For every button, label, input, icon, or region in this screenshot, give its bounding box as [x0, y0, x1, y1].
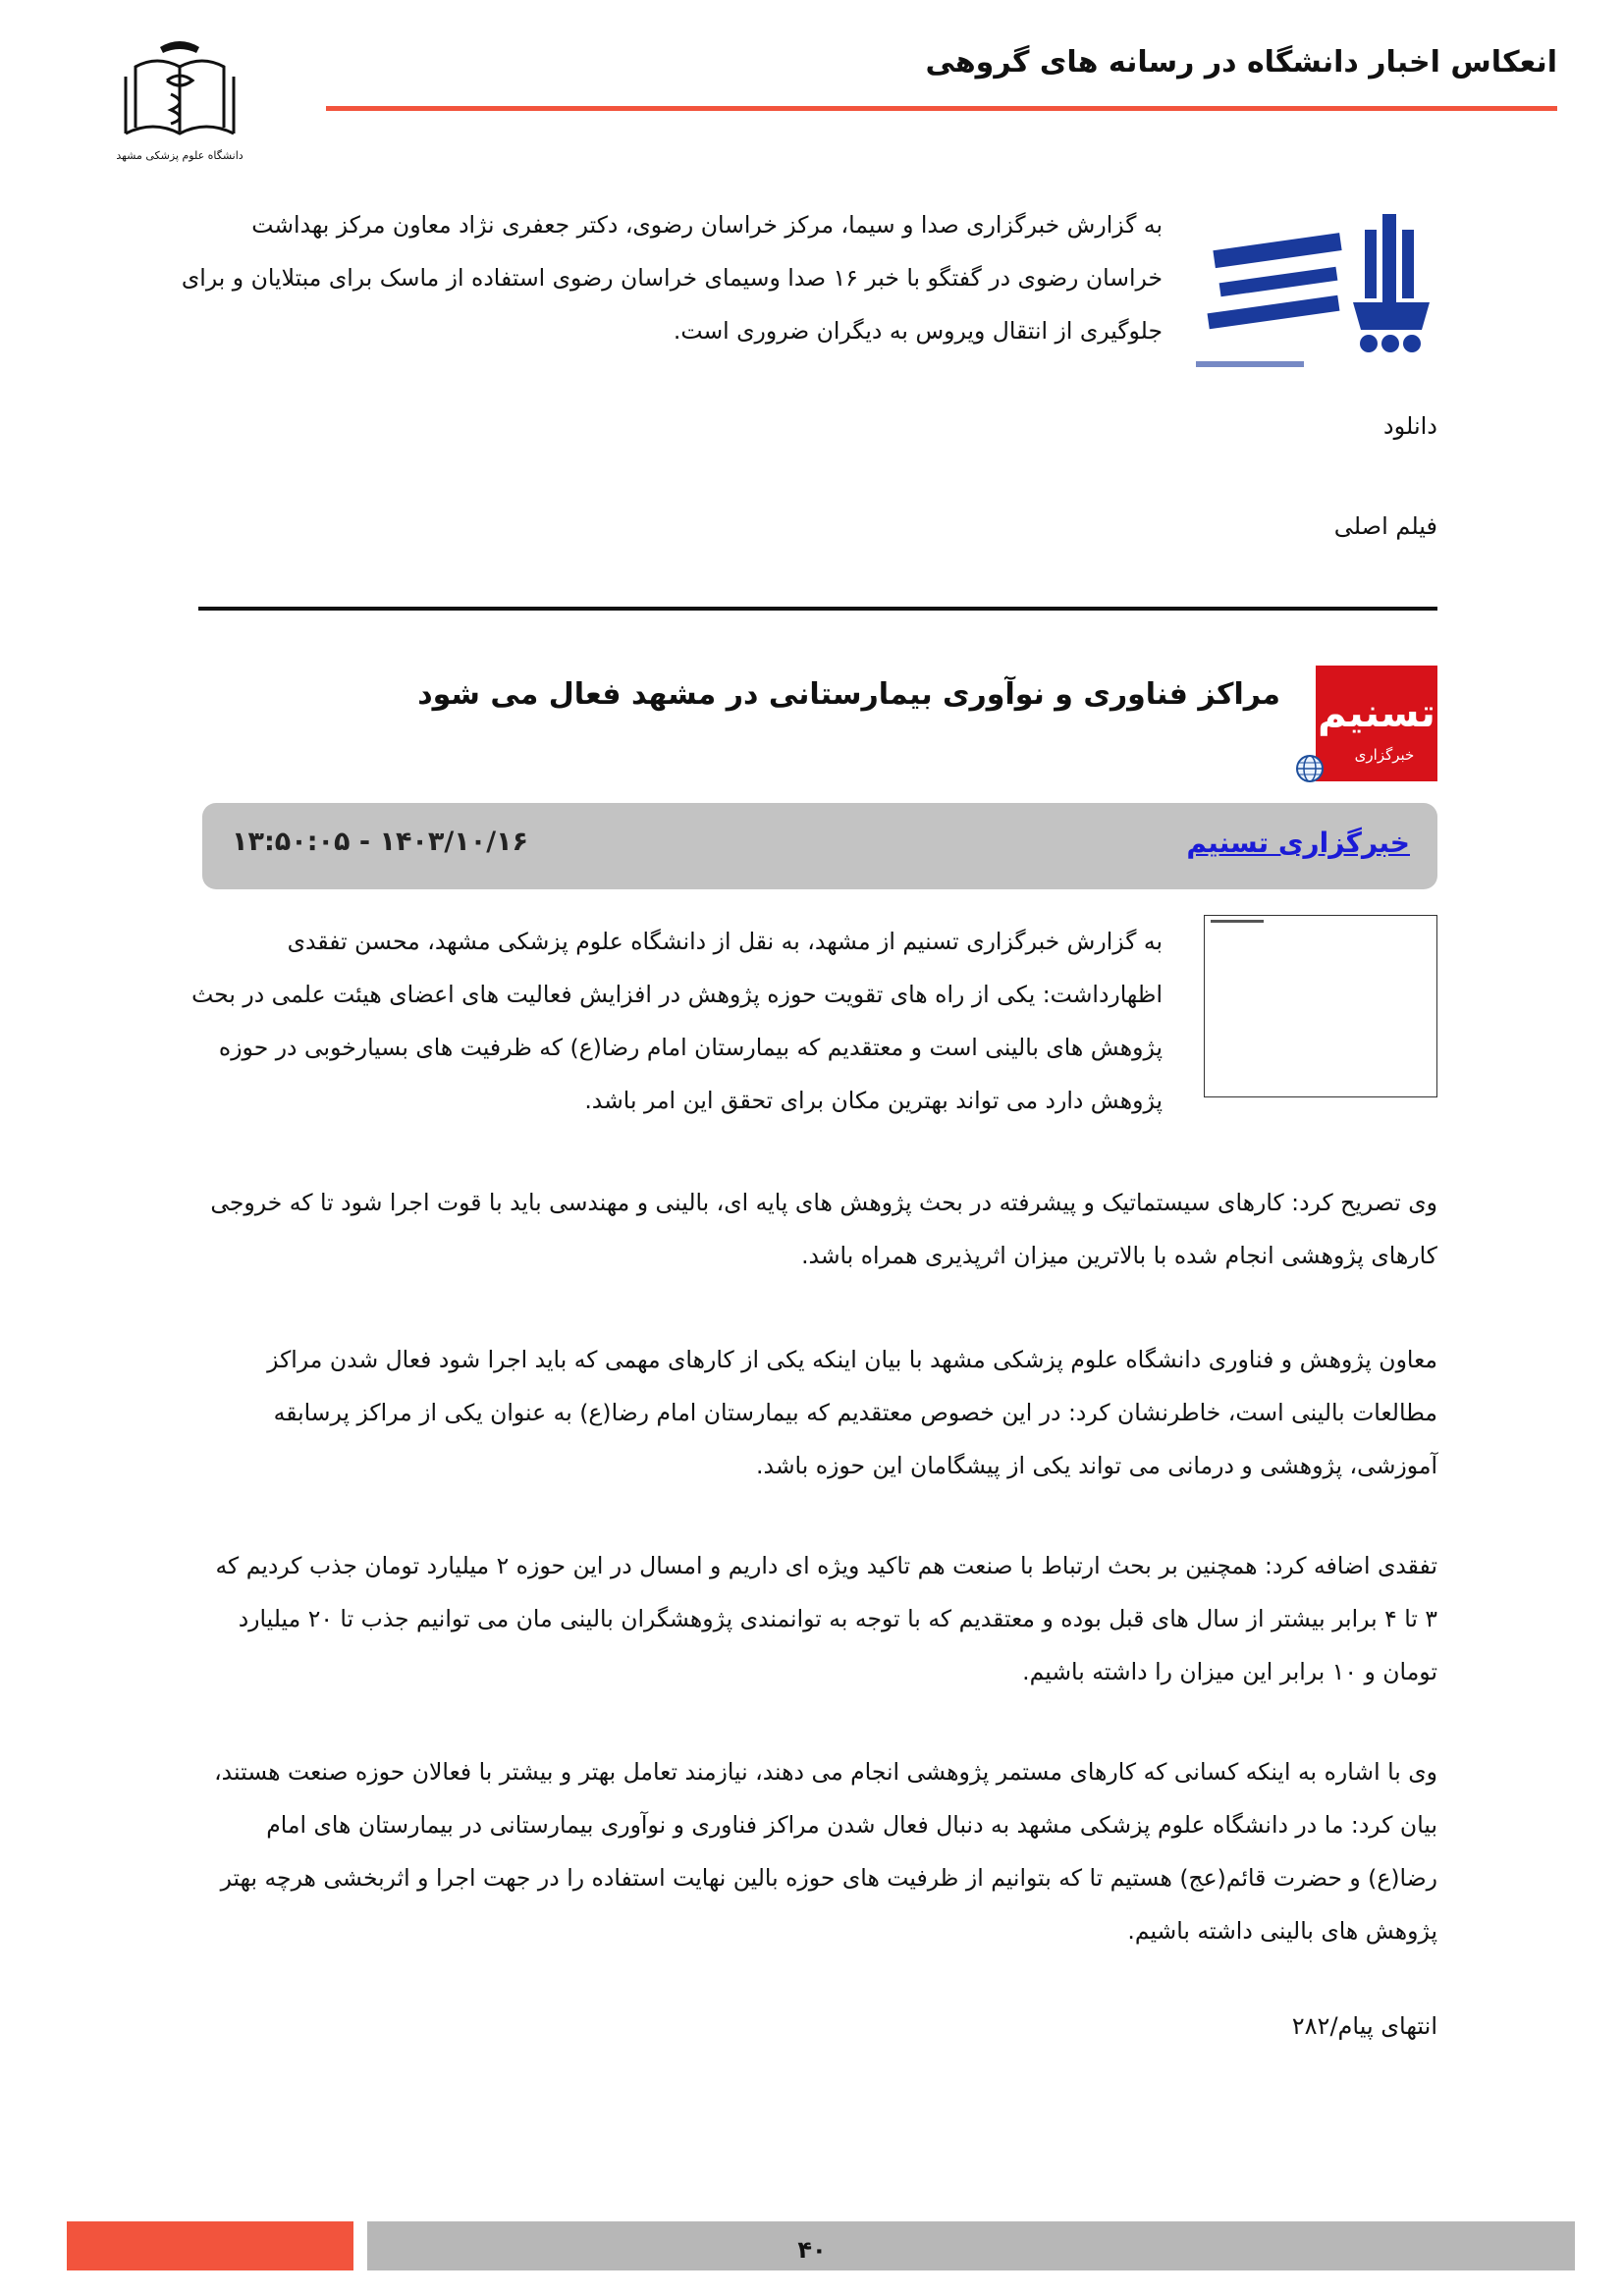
lead-paragraph: به گزارش خبرگزاری تسنیم از مشهد، به نقل از دانشگاه علوم پزشکی مشهد، محسن تفقدی اظهارداشت: یکی از راه های تقویت حوزه پژوهش در افزایش فعالیت های اعضای هیئت علمی در بحث پژوهش های بالینی است و معتقدیم که بیمارستان امام رضا(ع) که ظرفیت های بسیارخوبی در حوزه پژوهش دارد می تواند بهترین مکان برای تحقق این امر باشد. — [191, 928, 1163, 1114]
university-logo — [106, 37, 253, 165]
body-paragraph: وی تصریح کرد: کارهای سیستماتیک و پیشرفته در بحث پژوهش های پایه ای، بالینی و مهندسی باید با قوت اجرا شود تا که خروجی کارهای پژوهشی انجام شده با بالاترین میزان اثرپذیری همراه باشد. — [210, 1189, 1437, 1269]
body-paragraph: معاون پژوهش و فناوری دانشگاه علوم پزشکی مشهد با بیان اینکه یکی از کارهای مهمی که باید اجرا شود فعال شدن مراکز مطالعات بالینی است، خاطرنشان کرد: در این خصوص معتقدیم که بیمارستان امام رضا(ع) به عنوان یکی از مراکز پرسابقه آموزشی، پژوهشی و درمانی می تواند یکی از پیشگامان این حوزه باشد. — [267, 1346, 1437, 1479]
body-paragraph: وی با اشاره به اینکه کسانی که کارهای مستمر پژوهشی انجام می دهند، نیازمند تعامل بهتر و بیشتر با فعالان حوزه صنعت هستند، بیان کرد: ما در دانشگاه علوم پزشکی مشهد به دنبال فعال شدن مراکز فناوری و نوآوری بیمارستانی در بیمارستان های امام رضا(ع) و حضرت قائم(عج) هستیم تا که بتوانیم از ظرفیت های حوزه بالین نهایت استفاده را در جهت اجرا و اثربخشی هرچه بهتر پژوهش های بالینی داشته باشیم. — [214, 1758, 1437, 1945]
source-link[interactable]: خبرگزاری تسنیم — [1186, 827, 1410, 859]
tasnim-logo-subtext: خبرگزاری — [1354, 746, 1415, 764]
article-title: مراکز فناوری و نوآوری بیمارستانی در مشهد فعال می شود — [417, 677, 1280, 712]
logo-caption: دانشگاه علوم پزشکی مشهد — [116, 149, 244, 162]
page-header-title: انعکاس اخبار دانشگاه در رسانه های گروهی — [925, 45, 1557, 80]
tasnim-logo — [1316, 666, 1437, 781]
header-divider — [326, 106, 1557, 111]
globe-icon[interactable] — [1295, 754, 1325, 783]
tasnim-logo-text: تسنیم — [1318, 691, 1435, 736]
body-paragraph: تفقدی اضافه کرد: همچنین بر بحث ارتباط با صنعت هم تاکید ویژه ای داریم و امسال در این حوزه ۲ میلیارد تومان جذب کردیم که ۳ تا ۴ برابر بیشتر از سال های قبل بوده و معتقدیم که با توجه به توانمندی پژوهشگران بالینی مان می توانیم جذب تا ۲۰ میلیارد تومان و ۱۰ برابر این میزان را داشته باشیم. — [215, 1552, 1437, 1685]
download-link[interactable]: دانلود — [1382, 412, 1437, 440]
page-number: ۴۰ — [797, 2236, 827, 2264]
source-bar — [202, 803, 1437, 889]
original-film-link[interactable]: فیلم اصلی — [1333, 512, 1437, 540]
intro-paragraph: به گزارش خبرگزاری صدا و سیما، مرکز خراسان رضوی، دکتر جعفری نژاد معاون مرکز بهداشت خراسان رضوی در گفتگو با خبر ۱۶ صدا وسیمای خراسان رضوی استفاده از ماسک برای مبتلایان و برای جلوگیری از انتقال ویروس به دیگران ضروری است. — [181, 211, 1163, 345]
article-image-placeholder — [1204, 915, 1437, 1097]
irib-logo-text: خبرگزاری صدا و سیما — [1278, 214, 1288, 215]
section-divider — [198, 607, 1437, 611]
publish-datetime: ۱۳:۵۰:۰۵ - ۱۴۰۳/۱۰/۱۶ — [232, 827, 529, 857]
end-of-message-note: انتهای پیام/۲۸۲ — [1291, 2012, 1437, 2040]
irib-news-logo — [1190, 194, 1435, 379]
